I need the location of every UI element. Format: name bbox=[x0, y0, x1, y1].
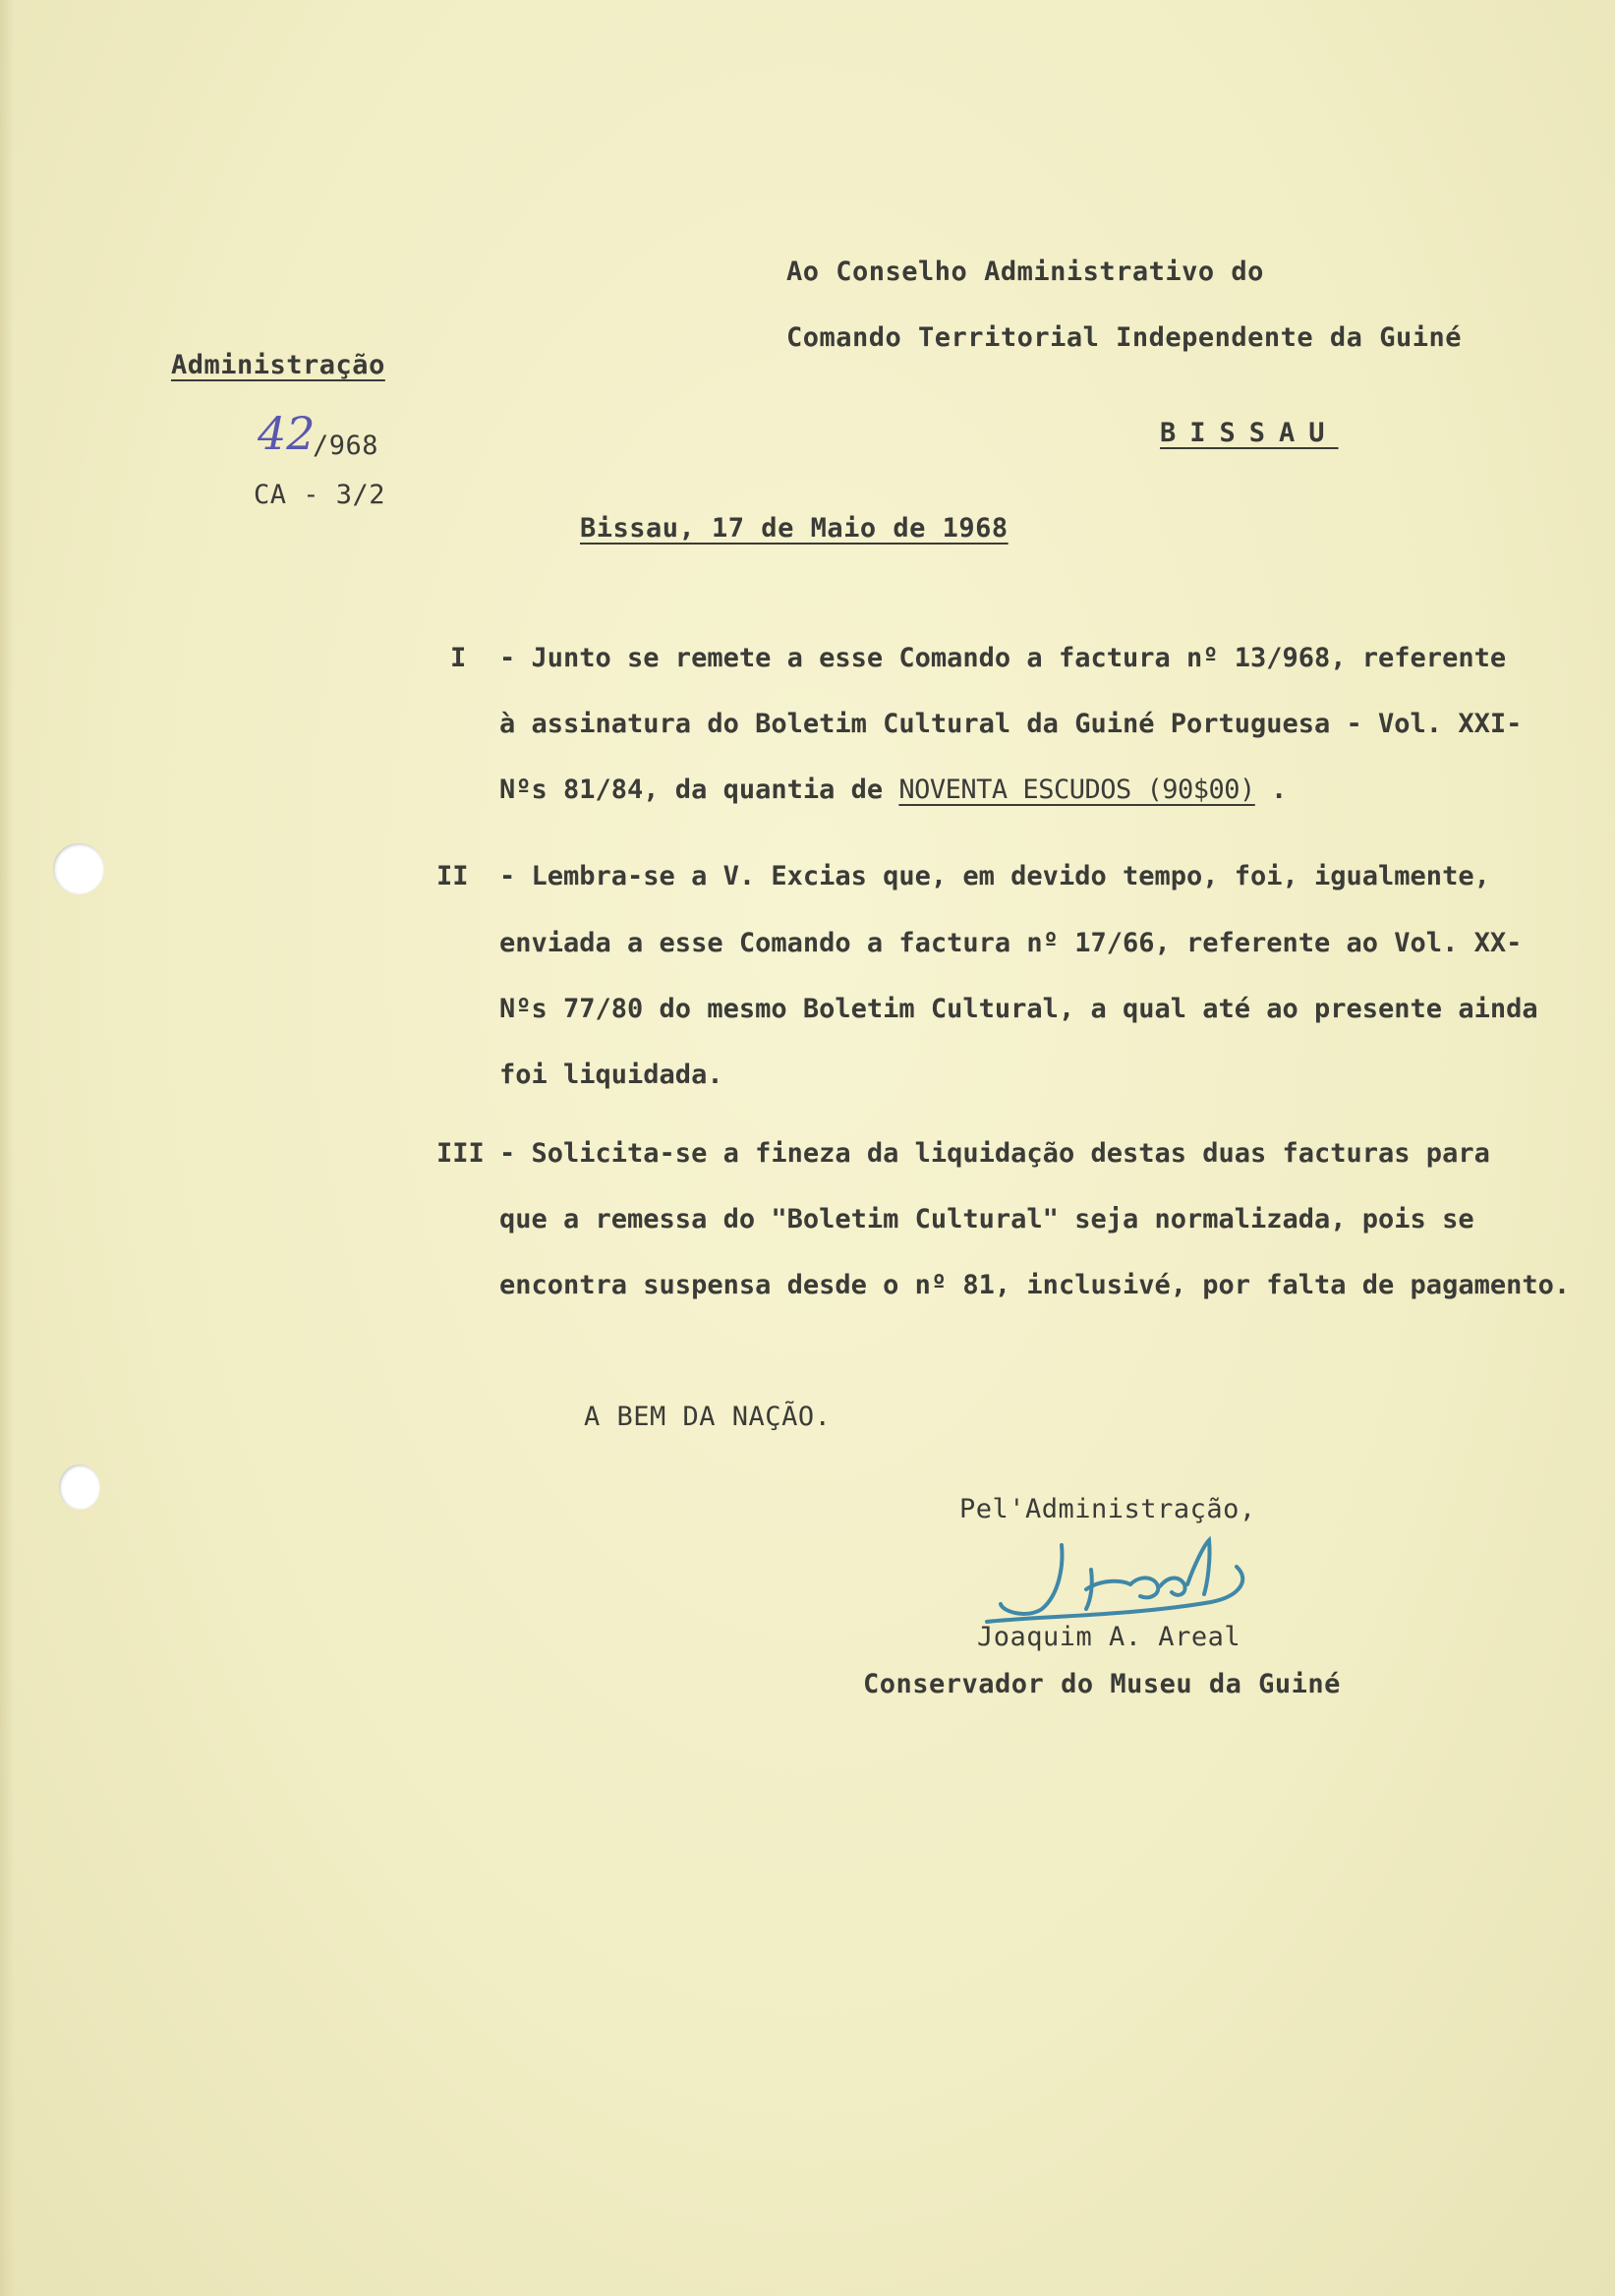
reference-label: Administração bbox=[171, 350, 385, 380]
paper-edge-shade bbox=[0, 0, 14, 2296]
date-line: Bissau, 17 de Maio de 1968 bbox=[580, 513, 1009, 544]
signatory-name: Joaquim A. Areal bbox=[977, 1622, 1241, 1652]
paragraph-line: foi liquidada. bbox=[499, 1060, 723, 1090]
punch-hole-bottom bbox=[59, 1464, 100, 1510]
paragraph-line: Nºs 77/80 do mesmo Boletim Cultural, a qual até ao presente ainda bbox=[499, 994, 1538, 1024]
paragraph-numeral: III bbox=[436, 1138, 485, 1169]
reference-code: CA - 3/2 bbox=[254, 480, 386, 510]
paragraph-numeral: II bbox=[436, 861, 469, 891]
closing-salutation: A BEM DA NAÇÃO. bbox=[584, 1402, 832, 1432]
paragraph-line-end: . bbox=[1254, 775, 1288, 805]
recipient-city: BISSAU bbox=[1160, 418, 1339, 448]
paragraph-line: que a remessa do "Boletim Cultural" seja normalizada, pois se bbox=[499, 1204, 1474, 1234]
signatory-title: Conservador do Museu da Guiné bbox=[863, 1669, 1341, 1699]
paragraph-line-with-amount bbox=[499, 776, 1287, 803]
amount-text: NOVENTA ESCUDOS (90$00) bbox=[898, 775, 1255, 805]
paragraph-line: à assinatura do Boletim Cultural da Guiné Portuguesa - Vol. XXI- bbox=[499, 709, 1523, 739]
signature-on-behalf: Pel'Administração, bbox=[959, 1494, 1256, 1524]
recipient-line-2: Comando Territorial Independente da Guiné bbox=[786, 322, 1462, 353]
paragraph-line: enviada a esse Comando a factura nº 17/66, referente ao Vol. XX- bbox=[499, 928, 1523, 958]
reference-number-suffix: /968 bbox=[313, 430, 379, 461]
punch-hole-top bbox=[53, 843, 104, 894]
paragraph-numeral: I bbox=[450, 643, 467, 673]
reference-number-handwritten: 42 bbox=[258, 407, 316, 460]
paragraph-line: - Lembra-se a V. Excias que, em devido tempo, foi, igualmente, bbox=[499, 861, 1490, 891]
paragraph-line: encontra suspensa desde o nº 81, inclusivé, por falta de pagamento. bbox=[499, 1270, 1571, 1300]
paragraph-line-text: Nºs 81/84, da quantia de bbox=[499, 775, 899, 805]
paragraph-line: - Junto se remete a esse Comando a factura nº 13/968, referente bbox=[499, 643, 1507, 673]
paragraph-line: - Solicita-se a fineza da liquidação destas duas facturas para bbox=[499, 1138, 1490, 1169]
recipient-line-1: Ao Conselho Administrativo do bbox=[786, 257, 1264, 287]
